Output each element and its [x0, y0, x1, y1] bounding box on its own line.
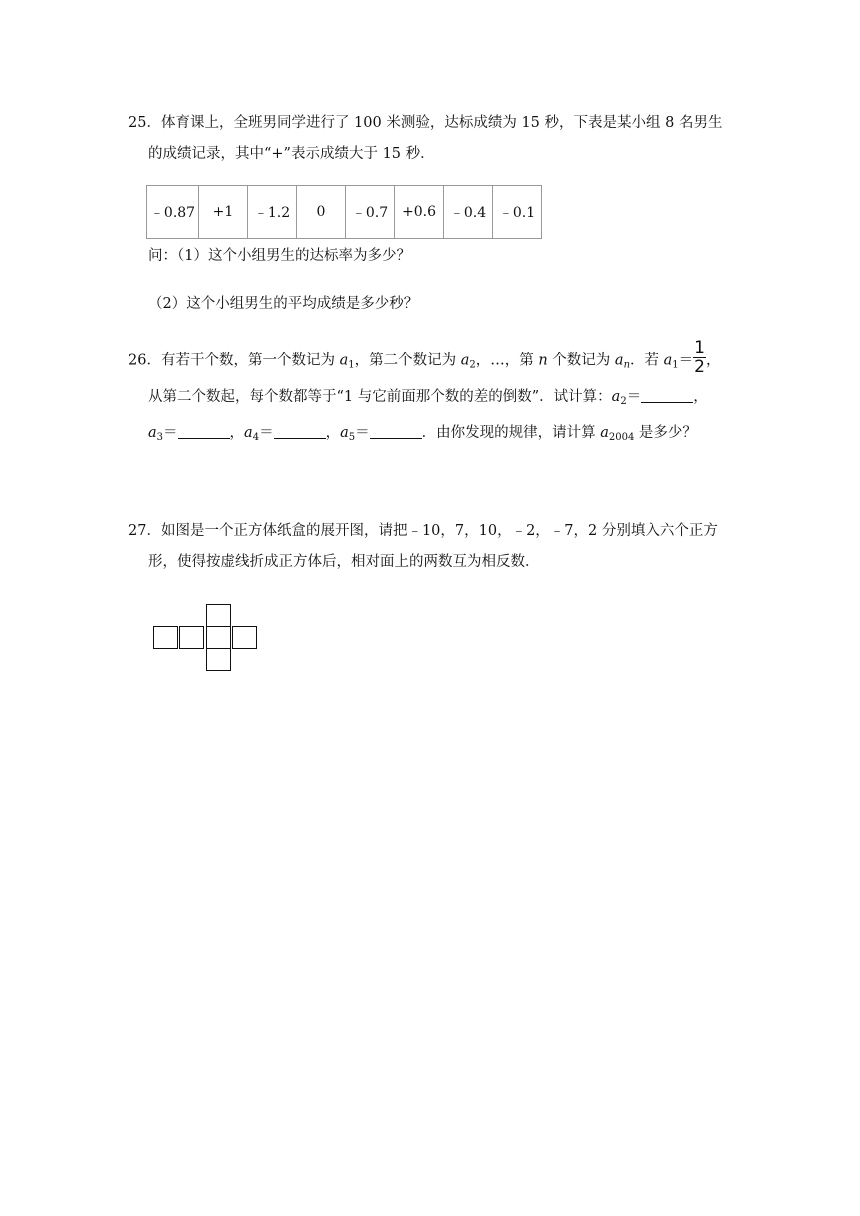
score-cell: +0.6 — [395, 186, 444, 239]
equals-sign: ＝ — [355, 425, 370, 441]
score-cell: ﹣0.4 — [444, 186, 493, 239]
q26-text: ， — [229, 425, 245, 441]
q26-text: ，第二个数记为 — [354, 352, 461, 369]
fraction-one-half — [693, 339, 706, 376]
q26-text: ， — [693, 389, 708, 405]
q26-text: ， — [705, 352, 721, 369]
q26-line-2 — [148, 387, 708, 407]
var-a: a — [614, 352, 624, 369]
answer-blank-a4[interactable] — [274, 424, 326, 439]
answer-blank-a5[interactable] — [370, 424, 422, 439]
subscript: 1 — [672, 359, 679, 371]
equals-sign: ＝ — [626, 389, 642, 405]
equals-sign: ＝ — [259, 425, 274, 441]
q25-text-1: 体育课上，全班男同学进行了 100 米测验，达标成绩为 15 秒，下表是某小组 8 名男生 — [160, 115, 723, 131]
q27-line-1 — [128, 521, 718, 541]
net-square-left-2 — [179, 626, 204, 649]
fraction-numerator: 1 — [694, 338, 705, 358]
var-a: a — [148, 425, 157, 441]
var-n: n — [538, 352, 548, 369]
score-cell: 0 — [297, 186, 346, 239]
q27-text-1: 如图是一个正方体纸盒的展开图，请把﹣10，7，10，﹣2，﹣7，2 分别填入六个正方 — [160, 523, 718, 539]
score-cell: ﹣0.1 — [493, 186, 542, 239]
cube-net-diagram — [153, 604, 263, 676]
q26-text: 个数记为 — [547, 352, 615, 369]
var-a: a — [340, 425, 349, 441]
q26-text: 是多少？ — [634, 425, 697, 441]
score-cell: ﹣1.2 — [248, 186, 297, 239]
q27-line-2: 形，使得按虚线折成正方体后，相对面上的两数互为相反数． — [148, 554, 540, 570]
table-row — [147, 186, 542, 239]
net-square-top — [206, 604, 231, 627]
q25-number: 25． — [128, 115, 161, 131]
q26-text: 有若干个数，第一个数记为 — [160, 352, 340, 369]
equals-sign: ＝ — [163, 425, 178, 441]
score-table — [146, 185, 542, 239]
var-a: a — [611, 389, 621, 405]
q25-question-2: （2）这个小组男生的平均成绩是多少秒？ — [148, 296, 419, 312]
net-square-center — [206, 626, 231, 649]
score-cell: +1 — [199, 186, 248, 239]
q26-text: ，…，第 — [475, 352, 539, 369]
score-cell: ﹣0.87 — [147, 186, 199, 239]
subscript: 2004 — [608, 432, 635, 443]
q27-number: 27． — [128, 523, 161, 539]
q26-line-1 — [128, 338, 721, 377]
subscript: 2 — [620, 396, 627, 407]
var-a: a — [600, 425, 609, 441]
answer-blank-a2[interactable] — [641, 388, 693, 403]
subscript: 4 — [252, 432, 260, 443]
q25-line-1 — [128, 113, 722, 133]
subscript: 5 — [348, 432, 356, 443]
net-square-bottom — [206, 648, 231, 671]
equals-sign: ＝ — [678, 352, 694, 369]
subscript: 3 — [156, 432, 164, 443]
net-square-right — [232, 626, 257, 649]
q26-text: 从第二个数起，每个数都等于“1 与它前面那个数的差的倒数”．试计算： — [148, 389, 612, 405]
q25-question-1: 问：（1）这个小组男生的达标率为多少？ — [148, 248, 411, 264]
answer-blank-a3[interactable] — [178, 424, 230, 439]
q26-text: ．由你发现的规律，请计算 — [421, 425, 601, 441]
var-a: a — [244, 425, 253, 441]
q26-text: ， — [325, 425, 341, 441]
q26-number: 26． — [128, 352, 161, 369]
var-a: a — [663, 352, 673, 369]
var-a: a — [460, 352, 470, 369]
score-cell: ﹣0.7 — [346, 186, 395, 239]
subscript: 1 — [348, 359, 355, 371]
q26-text: ．若 — [630, 352, 664, 369]
fraction-denominator: 2 — [694, 357, 705, 377]
var-a: a — [339, 352, 349, 369]
subscript: n — [623, 359, 631, 371]
subscript: 2 — [469, 359, 476, 371]
q25-line-2: 的成绩记录，其中“+”表示成绩大于 15 秒． — [148, 146, 435, 162]
net-square-left-1 — [153, 626, 178, 649]
q26-line-3 — [148, 423, 697, 443]
